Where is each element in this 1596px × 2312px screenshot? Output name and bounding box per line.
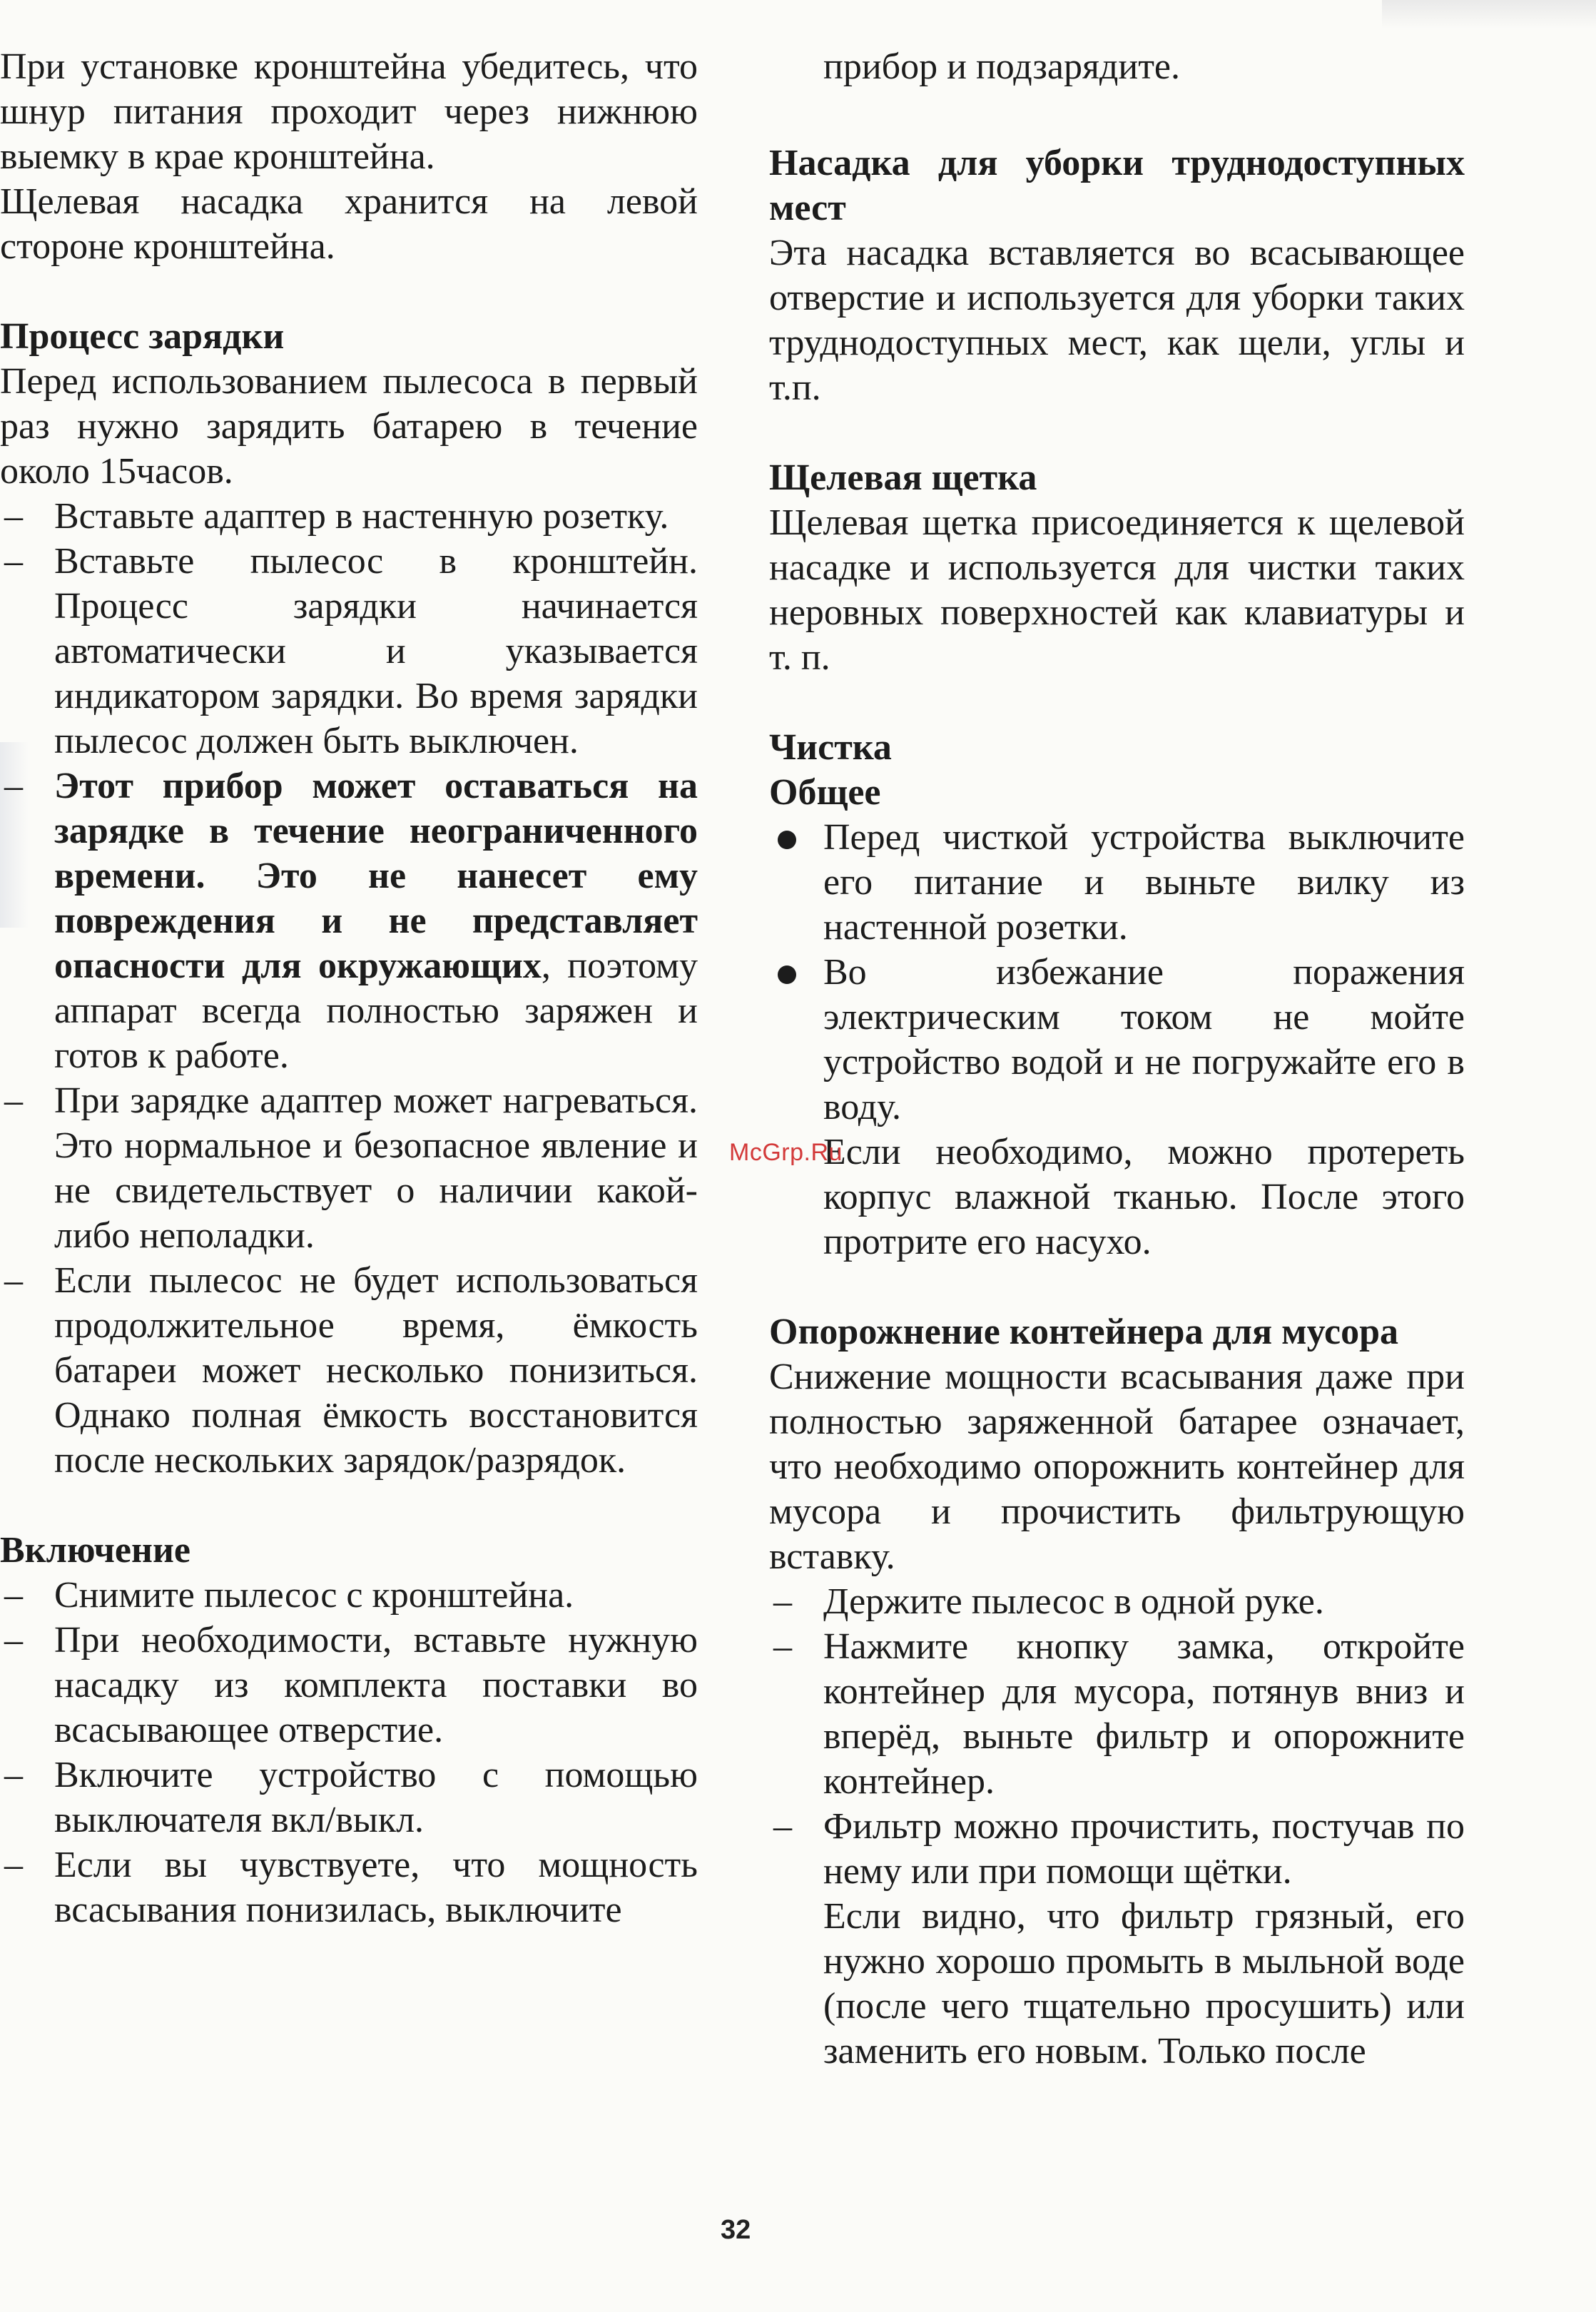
emptying-note: Если видно, что фильтр грязный, его нужно хорошо промыть в мыльной воде (после чего тщательно просушить) или заменить его новым. Только после (823, 1896, 1465, 2072)
crevice-brush-heading: Щелевая щетка (769, 457, 1037, 498)
emptying-item-2: – Нажмите кнопку замка, откройте контейнер для мусора, потянув вниз и вперёд, выньте фильтр и опорожните контейнер. (769, 1624, 1465, 1804)
cleaning-heading: Чистка (769, 727, 892, 768)
cleaning-item-2: Во избежание поражения электрическим током не мойте устройство водой и не погружайте его в воду. (769, 950, 1465, 1130)
emptying-text: Снижение мощности всасывания даже при полностью заряженной батарее означает, что необходимо опорожнить контейнер для мусора и прочистить фильтрующую вставку. (769, 1357, 1465, 1577)
continuation-text: прибор и подзарядите. (823, 46, 1180, 87)
switching-on-item-2: – При необходимости, вставьте нужную насадку из комплекта поставки во всасывающее отверстие. (0, 1618, 698, 1753)
cleaning-subheading: Общее (769, 772, 881, 813)
switching-on-heading: Включение (0, 1530, 190, 1571)
watermark: McGrp.Ru (729, 1139, 843, 1166)
crevice-nozzle-heading: Насадка для уборки труднодоступных мест (769, 143, 1465, 228)
charging-item-3 (0, 764, 698, 1078)
switching-on-item-3: – Включите устройство с помощью выключателя вкл/выкл. (0, 1753, 698, 1842)
crevice-brush-text: Щелевая щетка присоединяется к щелевой насадке и используется для чистки таких неровных поверхностей как клавиатуры и т. п. (769, 502, 1465, 678)
cleaning-note: Если необходимо, можно протереть корпус влажной тканью. После этого протрите его насухо. (823, 1132, 1465, 1262)
charging-list (0, 494, 698, 1483)
emptying-list (769, 1579, 1465, 1894)
charging-item-1: – Вставьте адаптер в настенную розетку. (0, 494, 698, 539)
emptying-item-1: – Держите пылесос в одной руке. (769, 1579, 1465, 1624)
crevice-nozzle-text: Эта насадка вставляется во всасывающее отверстие и используется для уборки таких труднодоступных мест, как щели, углы и т.п. (769, 233, 1465, 408)
switching-on-item-4: – Если вы чувствуете, что мощность всасывания понизилась, выключите (0, 1842, 698, 1932)
switching-on-list (0, 1573, 698, 1932)
charging-item-3-rest: , поэтому аппарат всегда полностью заряжен и готов к работе. (54, 945, 698, 1076)
left-column (0, 44, 698, 1932)
cleaning-list (769, 815, 1465, 1130)
cleaning-item-1: Перед чисткой устройства выключите его питание и выньте вилку из настенной розетки. (769, 815, 1465, 950)
intro-paragraph-1: При установке кронштейна убедитесь, что шнур питания проходит через нижнюю выемку в крае кронштейна. (0, 46, 698, 177)
charging-item-3-bold: Этот прибор может оставаться на зарядке в течение неограниченного времени. Это не нанесет ему повреждения и не представляет опасности для окружающих (54, 766, 698, 986)
right-column (769, 44, 1465, 2074)
page-number: 32 (721, 2215, 751, 2245)
charging-heading: Процесс зарядки (0, 316, 285, 357)
charging-item-5: – Если пылесос не будет использоваться продолжительное время, ёмкость батареи может несколько понизиться. Однако полная ёмкость восстановится после нескольких зарядок/разрядок. (0, 1258, 698, 1483)
charging-text: Перед использованием пылесоса в первый раз нужно зарядить батарею в течение около 15часов. (0, 361, 698, 492)
scan-corner-shadow (1382, 0, 1596, 29)
switching-on-item-1: – Снимите пылесос с кронштейна. (0, 1573, 698, 1618)
emptying-item-3: – Фильтр можно прочистить, постучав по нему или при помощи щётки. (769, 1804, 1465, 1894)
charging-item-4: – При зарядке адаптер может нагреваться. Это нормальное и безопасное явление и не свидетельствует о наличии какой-либо неполадки. (0, 1078, 698, 1258)
charging-item-2: – Вставьте пылесос в кронштейн. Процесс зарядки начинается автоматически и указывается индикатором зарядки. Во время зарядки пылесос должен быть выключен. (0, 539, 698, 764)
emptying-heading: Опорожнение контейнера для мусора (769, 1312, 1398, 1352)
intro-paragraph-2: Щелевая насадка хранится на левой стороне кронштейна. (0, 181, 698, 267)
